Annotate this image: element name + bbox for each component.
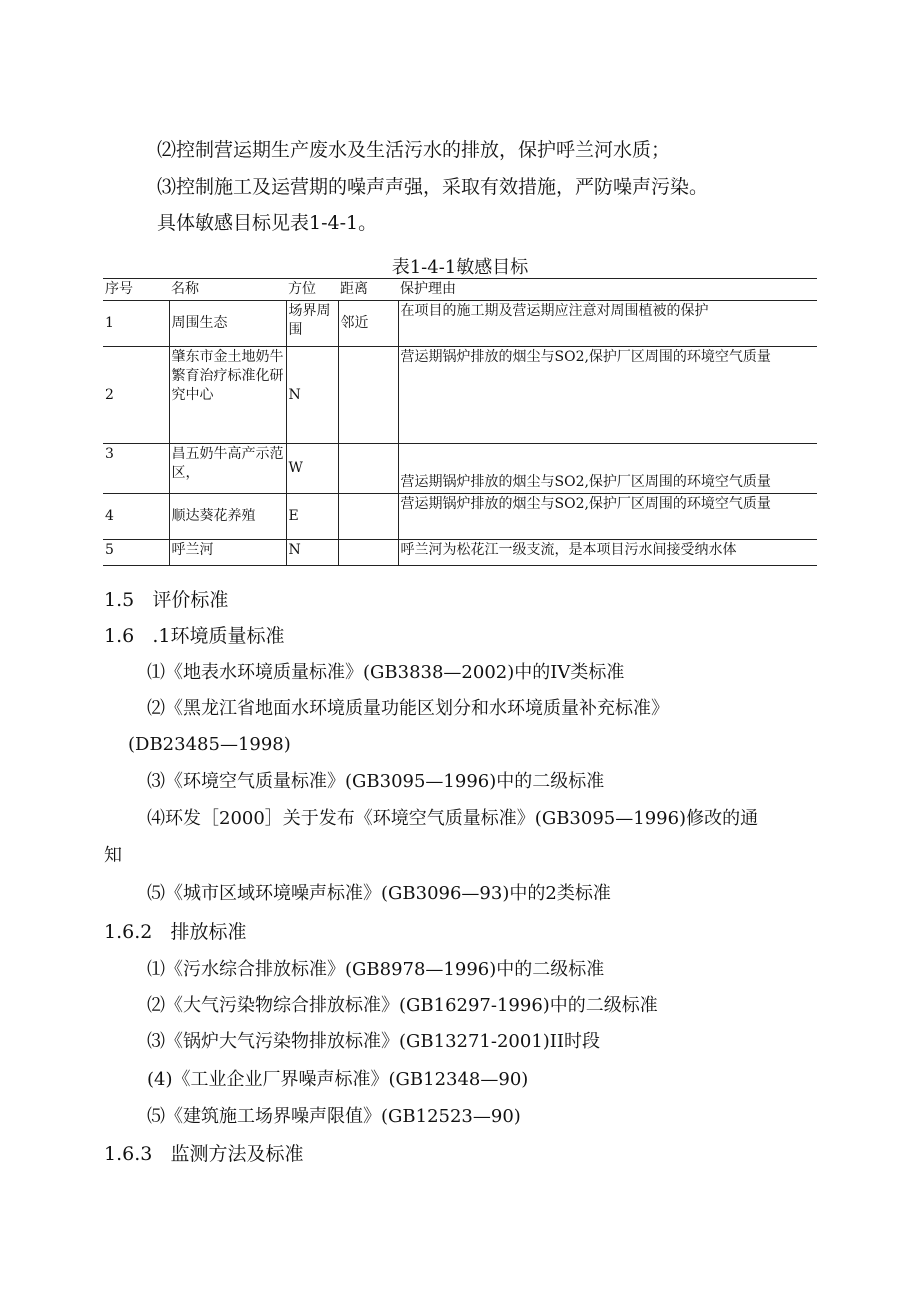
env-standard-4-cont: 知 <box>104 845 122 866</box>
env-standard-1: ⑴《地表水环境质量标准》(GB3838—2002)中的IV类标准 <box>147 662 625 683</box>
table-caption: 表1-4-1敏感目标 <box>391 257 529 278</box>
cell-direction: W <box>286 444 338 494</box>
header-direction: 方位 <box>286 279 338 301</box>
cell-distance <box>338 444 398 494</box>
emission-standard-2: ⑵《大气污染物综合排放标准》(GB16297-1996)中的二级标准 <box>147 995 658 1016</box>
cell-distance <box>338 347 398 444</box>
intro-line-2: ⑵控制营运期生产废水及生活污水的排放，保护呼兰河水质； <box>157 139 671 161</box>
cell-no: 3 <box>103 444 169 494</box>
section-number: 1.6 <box>104 625 135 647</box>
cell-name: 周围生态 <box>169 301 286 347</box>
cell-no: 2 <box>103 347 169 444</box>
section-heading-1-6 <box>104 624 284 648</box>
cell-name: 昌五奶牛高产示范区， <box>169 444 286 494</box>
emission-standard-5: ⑸《建筑施工场界噪声限值》(GB12523—90) <box>147 1106 521 1127</box>
cell-distance: 邻近 <box>338 301 398 347</box>
cell-direction: E <box>286 494 338 540</box>
table-row <box>103 444 817 494</box>
table-row <box>103 301 817 347</box>
section-title: 监测方法及标准 <box>170 1143 304 1165</box>
section-title: .1环境质量标准 <box>152 625 285 647</box>
table-row <box>103 540 817 566</box>
cell-name: 肇东市金土地奶牛繁育治疗标准化研究中心 <box>169 347 286 444</box>
section-number: 1.5 <box>104 589 135 611</box>
env-standard-5: ⑸《城市区域环境噪声标准》(GB3096—93)中的2类标准 <box>147 883 611 904</box>
env-standard-4: ⑷环发［2000］关于发布《环境空气质量标准》(GB3095—1996)修改的通 <box>147 808 759 829</box>
cell-name: 呼兰河 <box>169 540 286 566</box>
section-heading-1-6-3 <box>104 1142 304 1166</box>
cell-name: 顺达葵花养殖 <box>169 494 286 540</box>
table-row <box>103 347 817 444</box>
cell-direction: 场界周围 <box>286 301 338 347</box>
cell-direction: N <box>286 347 338 444</box>
env-standard-2: ⑵《黑龙江省地面水环境质量功能区划分和水环境质量补充标准》 <box>147 698 669 719</box>
cell-distance <box>338 494 398 540</box>
intro-line-3: ⑶控制施工及运营期的噪声声强，采取有效措施，严防噪声污染。 <box>157 176 709 198</box>
table-reference: 具体敏感目标见表1-4-1。 <box>157 212 378 234</box>
section-number: 1.6.2 <box>104 921 153 943</box>
cell-distance <box>338 540 398 566</box>
section-number: 1.6.3 <box>104 1143 153 1165</box>
cell-direction: N <box>286 540 338 566</box>
header-no: 序号 <box>103 279 169 301</box>
cell-reason: 在项目的施工期及营运期应注意对周围植被的保护 <box>398 301 817 347</box>
header-reason: 保护理由 <box>398 279 817 301</box>
emission-standard-4: (4)《工业企业厂界噪声标准》(GB12348—90) <box>147 1069 529 1090</box>
table-row <box>103 494 817 540</box>
section-heading-1-5 <box>104 588 228 612</box>
section-title: 评价标准 <box>152 589 229 611</box>
cell-no: 5 <box>103 540 169 566</box>
emission-standard-1: ⑴《污水综合排放标准》(GB8978—1996)中的二级标准 <box>147 959 605 980</box>
cell-reason: 营运期锅炉排放的烟尘与SO2,保护厂区周围的环境空气质量 <box>398 494 817 540</box>
cell-no: 4 <box>103 494 169 540</box>
emission-standard-3: ⑶《锅炉大气污染物排放标准》(GB13271-2001)II时段 <box>147 1031 601 1052</box>
cell-reason: 营运期锅炉排放的烟尘与SO2,保护厂区周围的环境空气质量 <box>398 444 817 494</box>
section-heading-1-6-2 <box>104 920 247 944</box>
env-standard-3: ⑶《环境空气质量标准》(GB3095—1996)中的二级标准 <box>147 771 605 792</box>
cell-reason: 营运期锅炉排放的烟尘与SO2,保护厂区周围的环境空气质量 <box>398 347 817 444</box>
sensitive-targets-table <box>103 278 817 566</box>
table-header-row <box>103 279 817 301</box>
env-standard-2-cont: (DB23485—1998) <box>128 734 291 755</box>
header-name: 名称 <box>169 279 286 301</box>
cell-no: 1 <box>103 301 169 347</box>
header-distance: 距离 <box>338 279 398 301</box>
section-title: 排放标准 <box>170 921 247 943</box>
cell-reason: 呼兰河为松花江一级支流，是本项目污水间接受纳水体 <box>398 540 817 566</box>
